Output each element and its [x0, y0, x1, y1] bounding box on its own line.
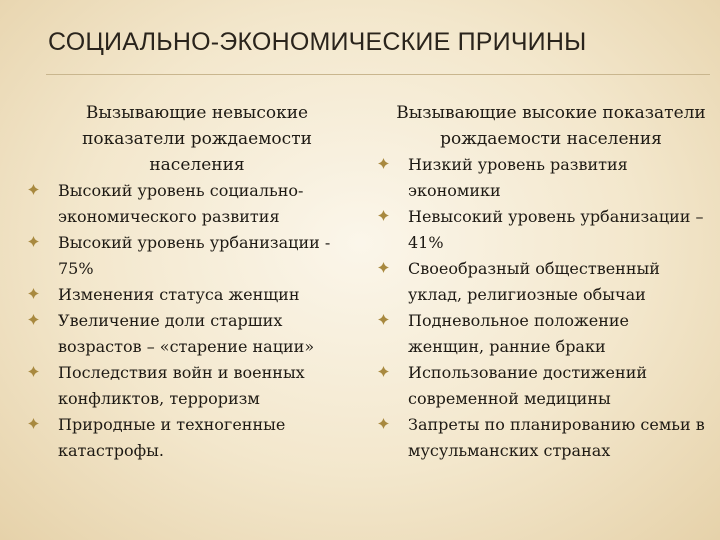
quatrefoil-bullet-icon	[28, 236, 39, 247]
quatrefoil-bullet-icon	[28, 314, 39, 325]
quatrefoil-bullet-icon	[378, 366, 389, 377]
quatrefoil-bullet-icon	[28, 288, 39, 299]
list-item: Низкий уровень развития экономики	[378, 152, 706, 204]
quatrefoil-bullet-icon	[378, 314, 389, 325]
left-column	[28, 100, 348, 464]
right-column	[378, 100, 706, 464]
slide-title: СОЦИАЛЬНО-ЭКОНОМИЧЕСКИЕ ПРИЧИНЫ	[48, 28, 587, 56]
left-column-list	[28, 178, 348, 464]
quatrefoil-bullet-icon	[378, 418, 389, 429]
title-divider	[46, 74, 710, 75]
list-item: Запреты по планированию семьи в мусульманских странах	[378, 412, 706, 464]
right-column-heading: Вызывающие высокие показатели рождаемости населения	[396, 103, 706, 149]
left-column-heading: Вызывающие невысокие показатели рождаемости населения	[82, 103, 312, 175]
quatrefoil-bullet-icon	[28, 418, 39, 429]
list-item: Высокий уровень урбанизации - 75%	[28, 230, 348, 282]
quatrefoil-bullet-icon	[28, 184, 39, 195]
list-item: Невысокий уровень урбанизации – 41%	[378, 204, 706, 256]
list-item: Своеобразный общественный уклад, религиозные обычаи	[378, 256, 706, 308]
list-item: Использование достижений современной медицины	[378, 360, 706, 412]
list-item: Изменения статуса женщин	[28, 282, 348, 308]
list-item: Высокий уровень социально-экономического развития	[28, 178, 348, 230]
list-item: Природные и техногенные катастрофы.	[28, 412, 348, 464]
quatrefoil-bullet-icon	[378, 158, 389, 169]
right-column-list	[378, 152, 706, 464]
quatrefoil-bullet-icon	[378, 262, 389, 273]
list-item: Подневольное положение женщин, ранние браки	[378, 308, 706, 360]
list-item: Увеличение доли старших возрастов – «старение нации»	[28, 308, 348, 360]
quatrefoil-bullet-icon	[28, 366, 39, 377]
list-item: Последствия войн и военных конфликтов, терроризм	[28, 360, 348, 412]
quatrefoil-bullet-icon	[378, 210, 389, 221]
